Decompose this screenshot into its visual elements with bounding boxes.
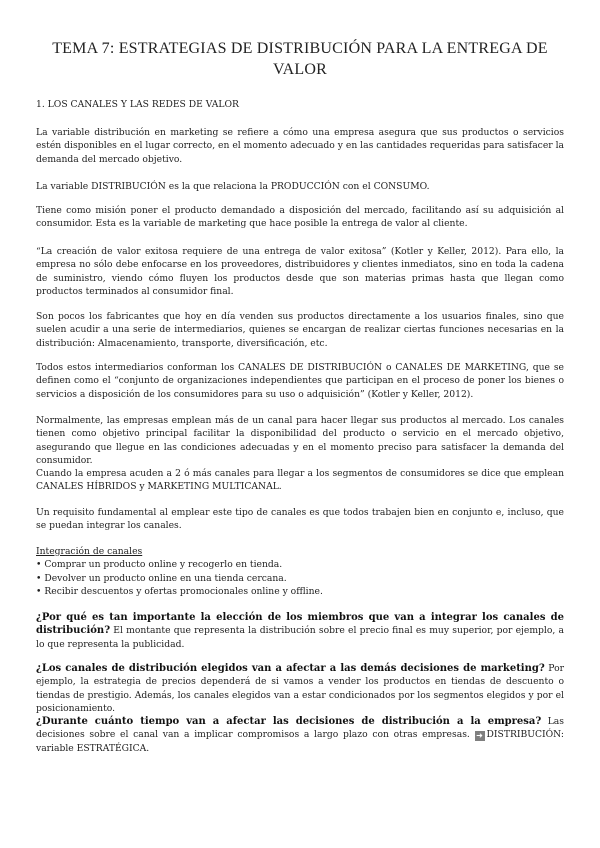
section-heading: 1. LOS CANALES Y LAS REDES DE VALOR — [36, 99, 239, 110]
arrow-right-icon: ➜ — [476, 731, 483, 741]
question-3 — [36, 715, 564, 755]
question-1-answer: El montante que representa la distribución sobre el precio final es muy superior, por ejemplo, a lo que representa la publicidad. — [36, 625, 564, 650]
paragraph-5: Son pocos los fabricantes que hoy en día venden sus productos directamente a los usuarios finales, sino que suelen acudir a una serie de intermediarios, quienes se encargan de realizar ciertas funciones necesarias en la distribución: Almacenamiento, transporte, diversificación, etc. — [36, 311, 564, 349]
question-3-answer: Las decisiones sobre el canal van a implicar compromisos a largo plazo con otras empresas. — [36, 716, 565, 741]
question-1 — [36, 611, 564, 651]
paragraph-2: La variable DISTRIBUCIÓN es la que relaciona la PRODUCCIÓN con el CONSUMO. — [36, 181, 430, 192]
question-3-conclusion: DISTRIBUCIÓN: variable ESTRATÉGICA. — [36, 729, 564, 754]
list-item: • Devolver un producto online en una tienda cercana. — [36, 572, 564, 585]
question-3-heading: ¿Durante cuánto tiempo van a afectar las decisiones de distribución a la empresa? — [36, 716, 542, 727]
question-2 — [36, 662, 564, 716]
document-title: TEMA 7: ESTRATEGIAS DE DISTRIBUCIÓN PARA LA ENTREGA DE VALOR — [52, 40, 548, 78]
paragraph-8: Cuando la empresa acuden a 2 ó más canales para llegar a los segmentos de consumidores se dice que emplean CANALES HÍBRIDOS y MARKETING MULTICANAL. — [36, 468, 564, 493]
paragraph-6: Todos estos intermediarios conforman los CANALES DE DISTRIBUCIÓN o CANALES DE MARKETING, que se definen como el “conjunto de organizaciones independientes que participan en el proceso de poner los bienes o servicios a disposición de los consumidores para su uso o adquisición” (Kotler y Keller, 2012). — [36, 362, 564, 400]
list-item: • Recibir descuentos y ofertas promocionales online y offline. — [36, 585, 564, 598]
list-item: • Comprar un producto online y recogerlo en tienda. — [36, 558, 564, 571]
paragraph-7: Normalmente, las empresas emplean más de un canal para hacer llegar sus productos al mercado. Los canales tienen como objetivo principal facilitar la disponibilidad del producto o servicio en el mercado objetivo, asegurando que llegue en las condiciones adecuadas y en el momento preciso para satisfacer la demanda del consumidor. — [36, 415, 564, 467]
integration-heading: Integración de canales — [36, 546, 143, 557]
question-2-heading: ¿Los canales de distribución elegidos van a afectar a las demás decisiones de marketing? — [36, 663, 545, 674]
paragraph-9: Un requisito fundamental al emplear este tipo de canales es que todos trabajen bien en conjunto e, incluso, que se puedan integrar los canales. — [36, 507, 564, 532]
paragraph-1: La variable distribución en marketing se refiere a cómo una empresa asegura que sus productos o servicios estén disponibles en el lugar correcto, en el momento adecuado y en las cantidades requeridas para satisfacer la demanda del mercado objetivo. — [36, 127, 564, 165]
question-1-heading: ¿Por qué es tan importante la elección de los miembros que van a integrar los canales de distribución? — [36, 612, 564, 637]
question-2-answer: Por ejemplo, la estrategia de precios dependerá de si vamos a vender los productos en tiendas de descuento o tiendas de prestigio. Además, los canales elegidos van a estar condicionados por los segmentos elegidos y por el posicionamiento. — [36, 663, 564, 715]
integration-list — [36, 558, 564, 598]
paragraph-4: “La creación de valor exitosa requiere de una entrega de valor exitosa” (Kotler y Keller, 2012). Para ello, la empresa no sólo debe enfocarse en los proveedores, distribuidores y clientes inmediatos, sino en toda la cadena de suministro, viendo cómo fluyen los productos desde que son materias primas hasta que llegan como productos terminados al consumidor final. — [36, 246, 564, 298]
integration-section — [36, 545, 564, 599]
paragraph-3: Tiene como misión poner el producto demandado a disposición del mercado, facilitando así su adquisición al consumidor. Esta es la variable de marketing que hace posible la entrega de valor al cliente. — [36, 205, 564, 230]
